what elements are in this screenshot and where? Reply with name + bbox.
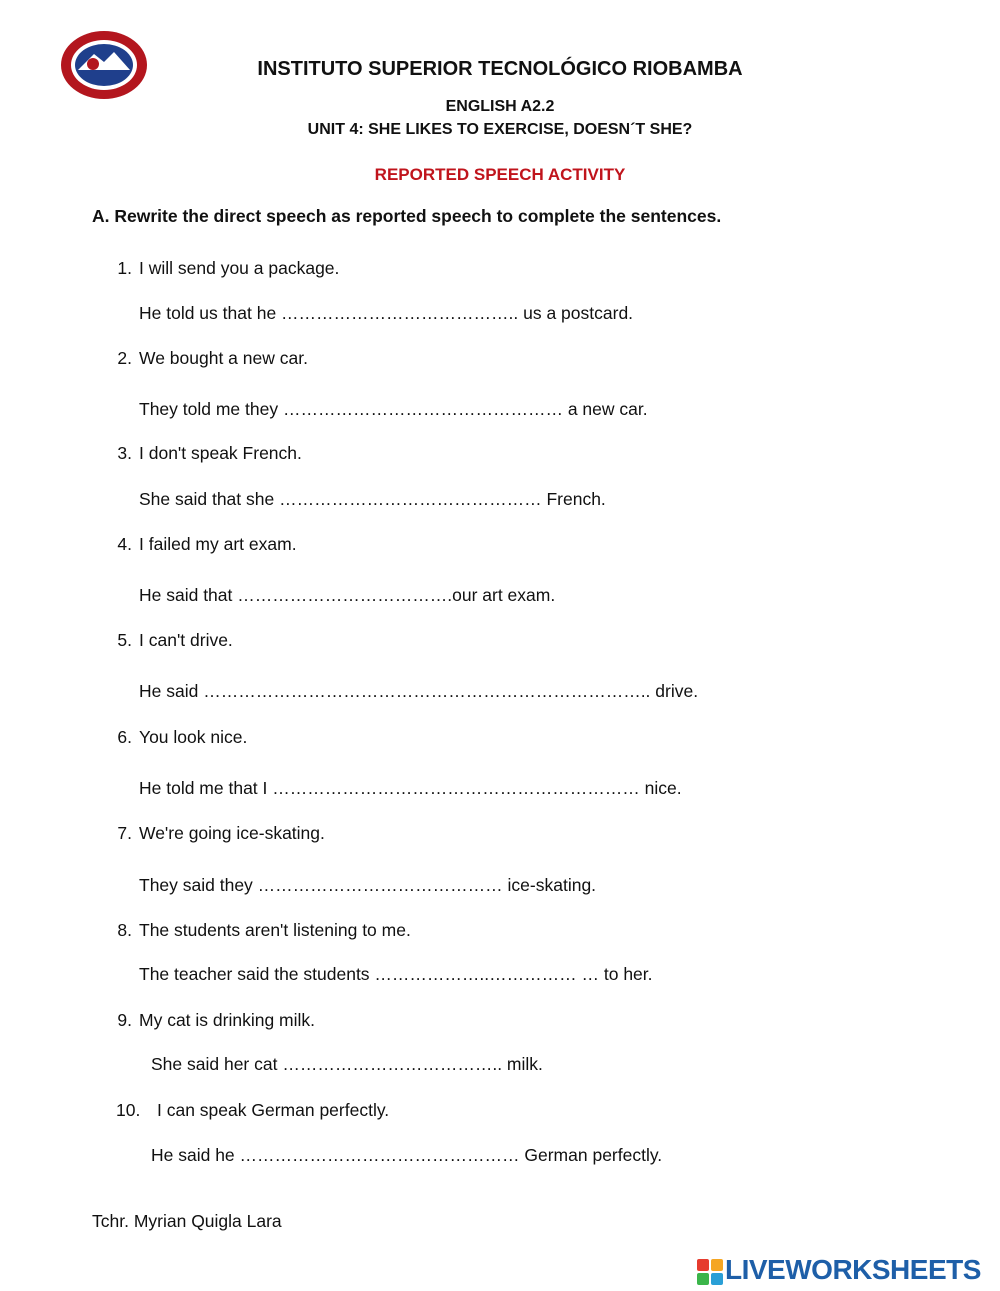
activity-title: REPORTED SPEECH ACTIVITY [374,165,626,184]
liveworksheets-blocks-icon [697,1259,723,1285]
item-direct-speech: I failed my art exam. [139,534,297,554]
item-number: 1. [117,258,132,278]
item-reported-speech[interactable]: They said they …………………………………… ice-skating. [139,875,597,895]
course-title: ENGLISH A2.2 [445,98,555,115]
item-reported-speech[interactable]: She said her cat ……………………………….. milk. [151,1054,543,1074]
item-direct-speech: I will send you a package. [139,258,340,278]
unit-title: UNIT 4: SHE LIKES TO EXERCISE, DOESN´T SHE? [307,121,693,138]
item-direct-speech: I can't drive. [139,630,233,650]
instruction: A. Rewrite the direct speech as reported speech to complete the sentences. [92,206,722,226]
institution-title: INSTITUTO SUPERIOR TECNOLÓGICO RIOBAMBA [257,58,743,80]
item-direct-speech: You look nice. [139,727,248,747]
item-direct-speech: I don't speak French. [139,443,302,463]
item-number: 8. [117,920,132,940]
item-number: 5. [117,630,132,650]
item-number: 7. [117,823,132,843]
item-direct-speech: We're going ice-skating. [139,823,325,843]
item-number: 3. [117,443,132,463]
item-direct-speech: We bought a new car. [139,348,308,368]
item-number: 6. [117,727,132,747]
item-number: 10. [116,1100,141,1120]
item-reported-speech[interactable]: He told me that I ……………………………………………………… nice. [139,778,682,798]
item-reported-speech[interactable]: She said that she ……………………………………… French. [139,489,606,509]
item-reported-speech[interactable]: He told us that he ………………………………….. us a postcard. [139,303,634,323]
teacher-name: Tchr. Myrian Quigla Lara [92,1211,282,1231]
item-reported-speech[interactable]: He said that ……………………………….our art exam. [139,585,556,605]
item-number: 9. [117,1010,132,1030]
item-reported-speech[interactable]: The teacher said the students ………………..…………… … to her. [139,964,653,984]
item-direct-speech: I can speak German perfectly. [157,1100,390,1120]
item-reported-speech[interactable]: He said ………………………………………………………………….. drive. [139,681,699,701]
item-number: 2. [117,348,132,368]
liveworksheets-wordmark: LIVEWORKSHEETS [725,1254,981,1285]
item-direct-speech: The students aren't listening to me. [139,920,411,940]
item-direct-speech: My cat is drinking milk. [139,1010,316,1030]
item-reported-speech[interactable]: They told me they ………………………………………… a new car. [139,399,648,419]
item-number: 4. [117,534,132,554]
item-reported-speech[interactable]: He said he ………………………………………… German perfectly. [151,1145,663,1165]
